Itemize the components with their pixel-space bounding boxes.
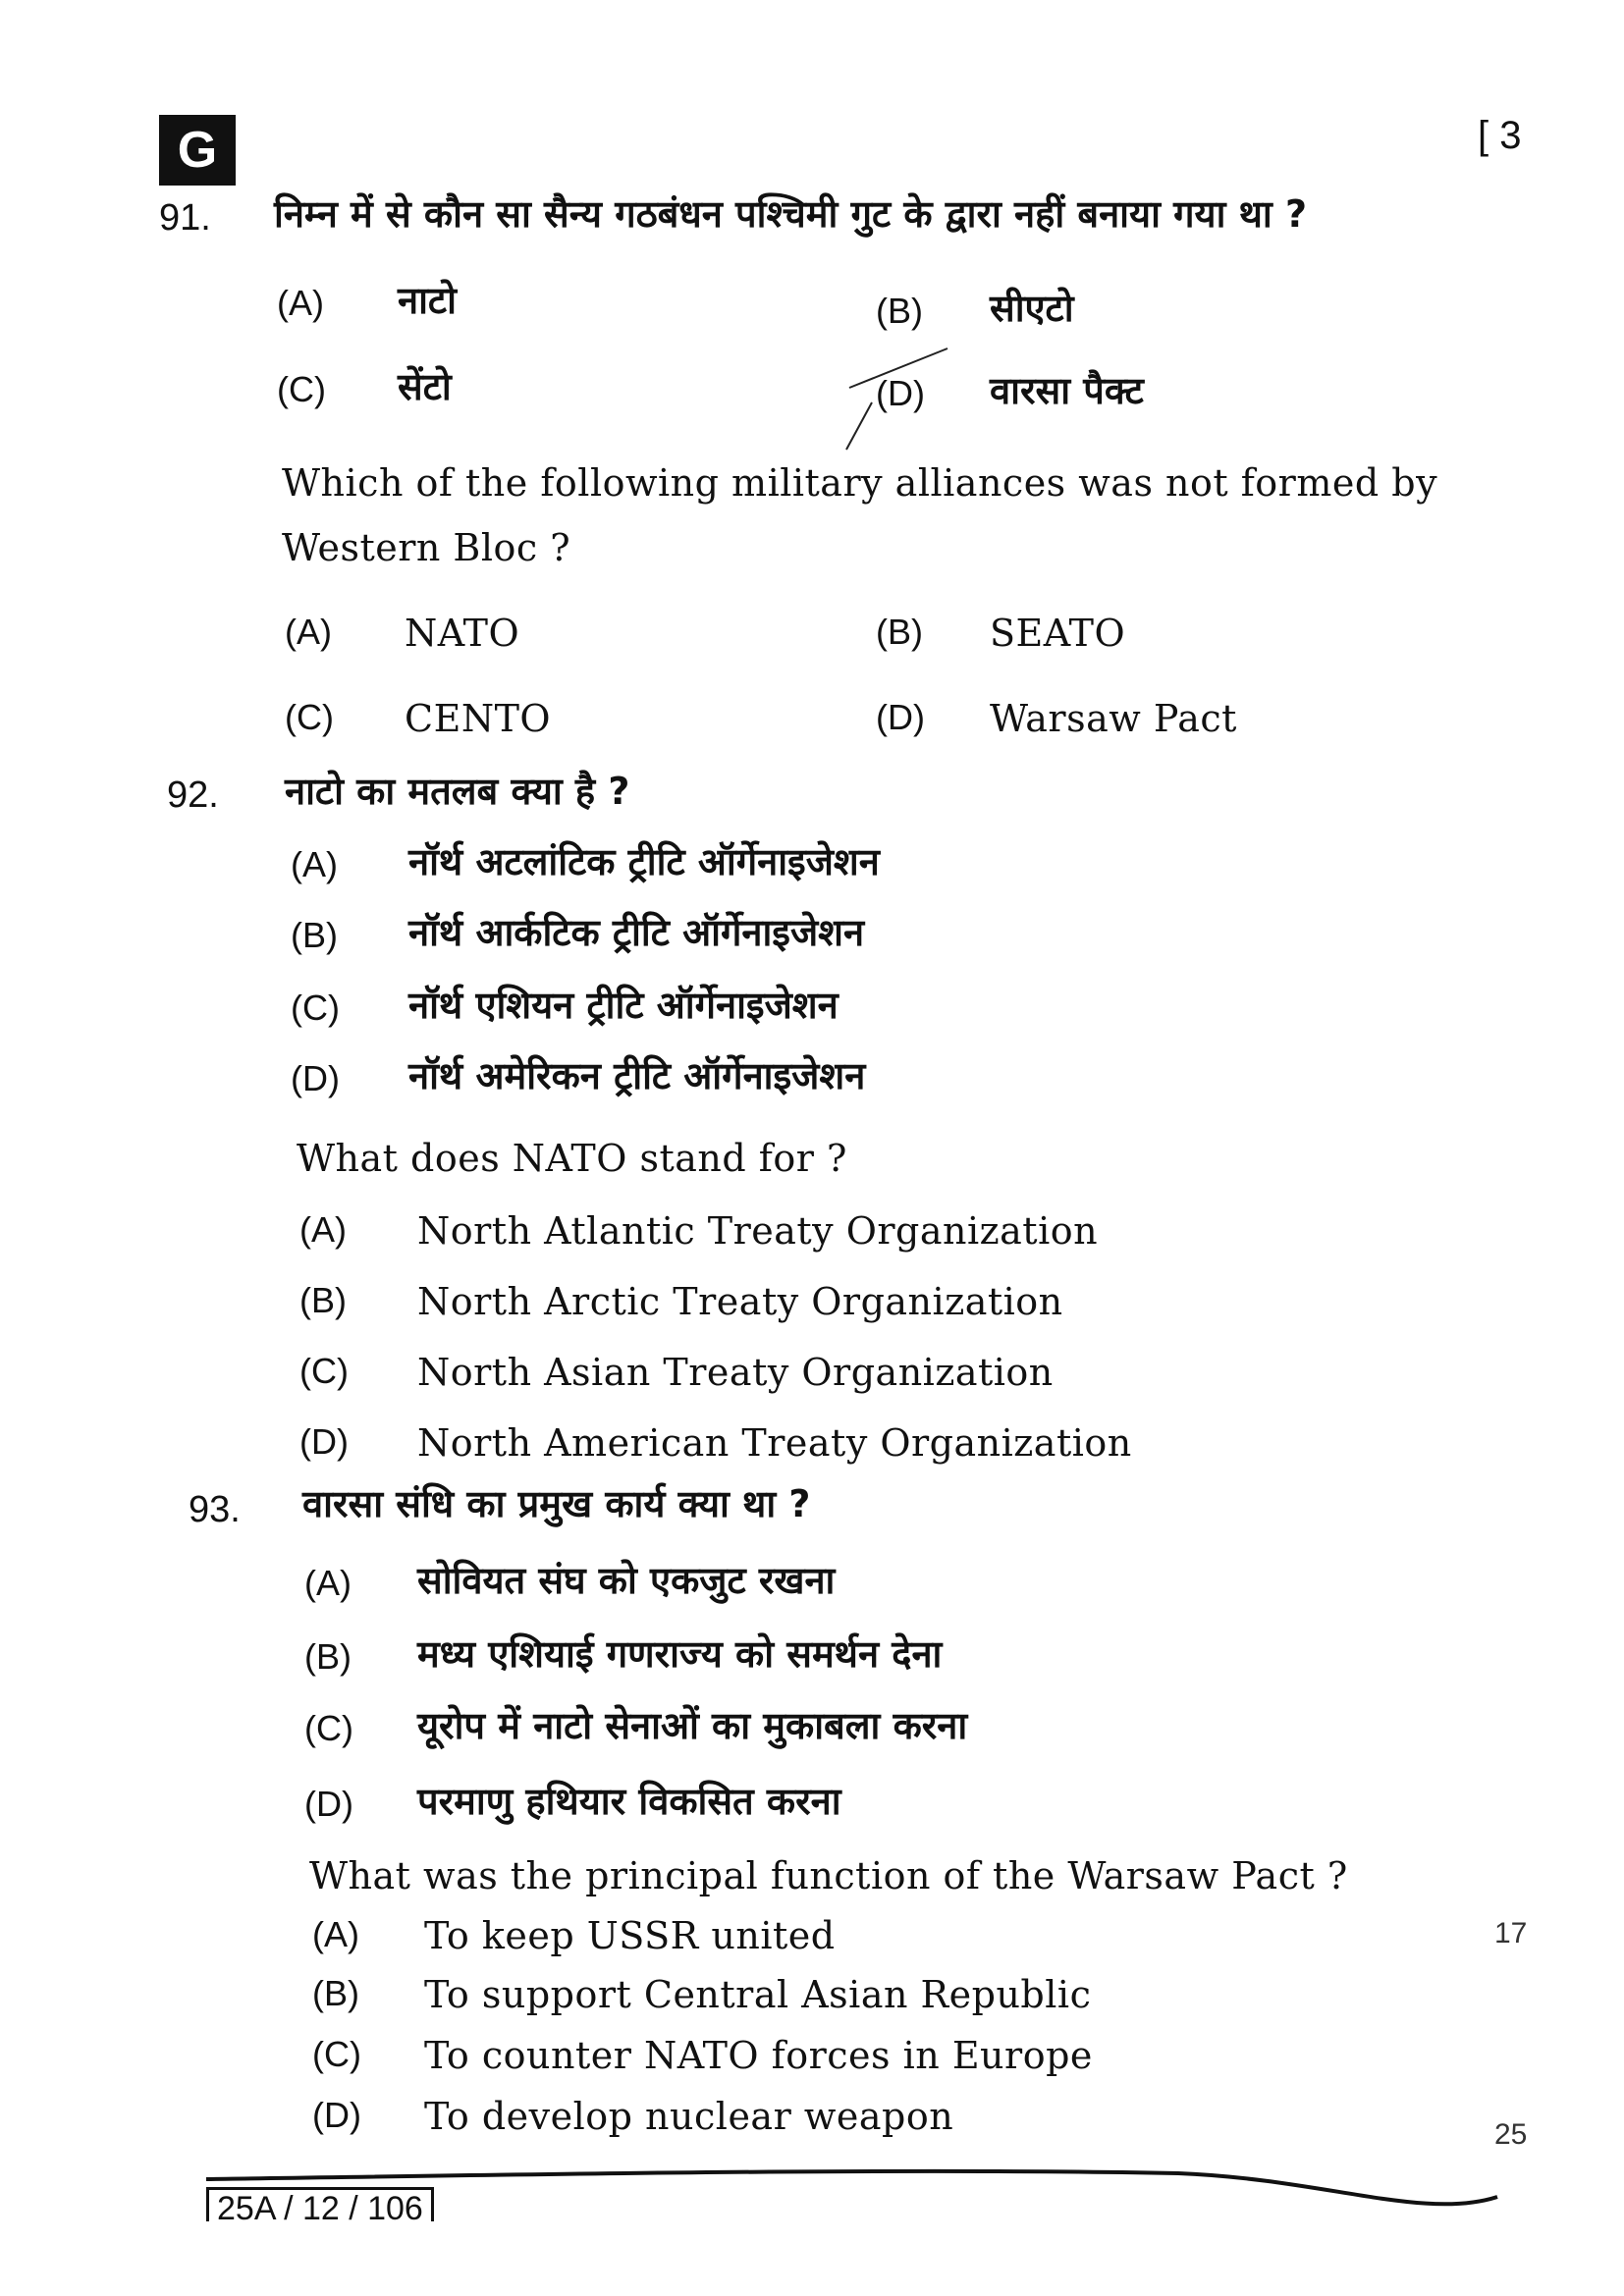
- option-text-hindi: नॉर्थ आर्कटिक ट्रीटि ऑर्गेनाइजेशन: [408, 911, 865, 954]
- option-label: (B): [304, 1636, 352, 1677]
- option-text-english: To support Central Asian Republic: [424, 1973, 1092, 2016]
- tick-mark: [846, 402, 872, 450]
- option-label: (C): [285, 697, 334, 737]
- option-text-hindi: नाटो: [398, 279, 457, 322]
- option-text-english: Warsaw Pact: [990, 697, 1237, 740]
- option-label: (D): [876, 697, 925, 737]
- paper-code: 25A / 12 / 106: [206, 2187, 434, 2221]
- question-text-hindi: निम्न में से कौन सा सैन्य गठबंधन पश्चिमी गुट के द्वारा नहीं बनाया गया था ?: [274, 192, 1308, 236]
- question-text-english: What does NATO stand for ?: [297, 1137, 847, 1180]
- option-text-hindi: यूरोप में नाटो सेनाओं का मुकाबला करना: [417, 1704, 968, 1747]
- question-number: 93.: [189, 1489, 241, 1530]
- question-text-english: Western Bloc ?: [282, 526, 571, 569]
- option-label: (D): [299, 1421, 349, 1462]
- option-text-hindi: नॉर्थ अटलांटिक ट्रीटि ऑर्गेनाइजेशन: [408, 840, 880, 883]
- question-text-hindi: नाटो का मतलब क्या है ?: [285, 770, 630, 813]
- option-label: (A): [299, 1209, 347, 1250]
- option-label: (B): [876, 291, 923, 331]
- option-label: (A): [312, 1914, 359, 1954]
- section-badge: G: [159, 115, 236, 186]
- option-label: (B): [876, 612, 923, 652]
- option-label: (D): [304, 1784, 353, 1824]
- option-text-hindi: मध्य एशियाई गणराज्य को समर्थन देना: [417, 1632, 943, 1676]
- question-text-english: What was the principal function of the Warsaw Pact ?: [309, 1854, 1348, 1897]
- option-label: (B): [312, 1973, 359, 2013]
- margin-mark: 17: [1494, 1917, 1528, 1949]
- option-text-hindi: वारसा पैक्ट: [990, 369, 1144, 412]
- option-text-english: CENTO: [405, 697, 552, 740]
- option-label: (C): [277, 369, 326, 409]
- option-text-english: North Atlantic Treaty Organization: [417, 1209, 1099, 1253]
- option-label: (A): [285, 612, 332, 652]
- option-label: (C): [304, 1708, 353, 1748]
- question-number: 92.: [167, 774, 219, 816]
- option-text-english: To keep USSR united: [424, 1914, 836, 1957]
- option-text-english: To develop nuclear weapon: [424, 2095, 954, 2138]
- margin-mark: 25: [1494, 2118, 1528, 2151]
- option-label: (B): [299, 1280, 347, 1320]
- option-text-hindi: सोवियत संघ को एकजुट रखना: [417, 1559, 836, 1602]
- option-label: (C): [291, 988, 340, 1028]
- option-text-english: North Arctic Treaty Organization: [417, 1280, 1063, 1323]
- question-text-hindi: वारसा संधि का प्रमुख कार्य क्या था ?: [302, 1482, 811, 1525]
- option-text-english: NATO: [405, 612, 520, 655]
- option-label: (D): [876, 373, 925, 413]
- option-text-hindi: सीएटो: [990, 287, 1074, 330]
- option-text-hindi: नॉर्थ एशियन ट्रीटि ऑर्गेनाइजेशन: [408, 984, 839, 1027]
- tick-mark: [849, 348, 947, 388]
- option-text-hindi: परमाणु हथियार विकसित करना: [417, 1780, 841, 1823]
- option-label: (D): [291, 1058, 340, 1098]
- option-text-english: SEATO: [990, 612, 1126, 655]
- option-label: (C): [299, 1351, 349, 1391]
- option-label: (B): [291, 915, 338, 955]
- option-text-english: North Asian Treaty Organization: [417, 1351, 1054, 1394]
- option-label: (A): [304, 1563, 352, 1603]
- page-number: [ 3: [1478, 114, 1522, 157]
- option-text-english: North American Treaty Organization: [417, 1421, 1132, 1465]
- option-label: (C): [312, 2034, 361, 2074]
- option-text-hindi: नॉर्थ अमेरिकन ट्रीटि ऑर्गेनाइजेशन: [408, 1054, 866, 1097]
- option-label: (A): [291, 844, 338, 884]
- option-label: (D): [312, 2095, 361, 2135]
- option-text-hindi: सेंटो: [398, 365, 452, 408]
- option-label: (A): [277, 283, 324, 323]
- question-number: 91.: [159, 197, 211, 239]
- question-text-english: Which of the following military alliances was not formed by: [282, 461, 1438, 505]
- option-text-english: To counter NATO forces in Europe: [424, 2034, 1093, 2077]
